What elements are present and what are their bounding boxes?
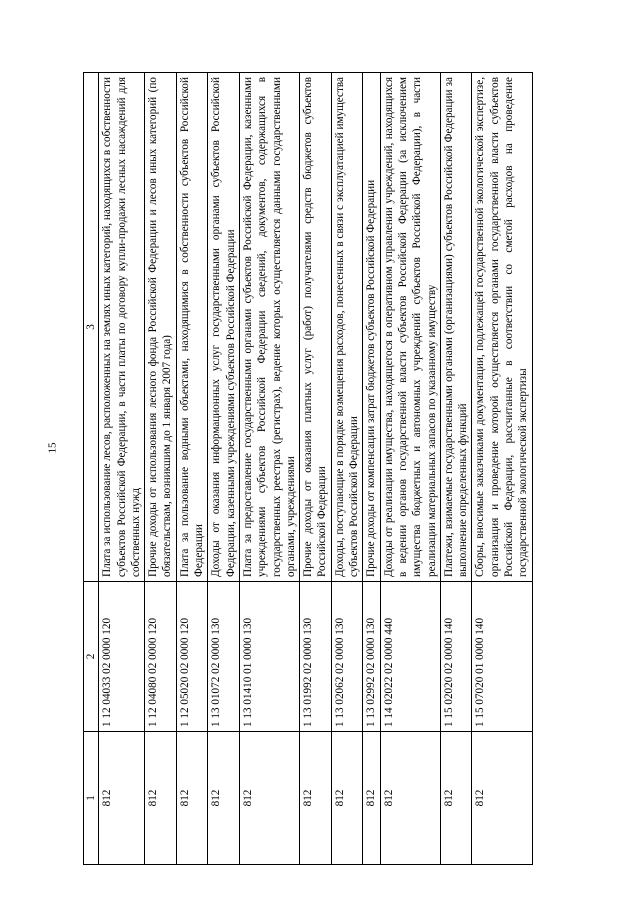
budget-code-cell: 1 13 01072 02 0000 130: [208, 582, 240, 732]
description-cell: Прочие доходы от использования лесного фонда Российской Федерации и лесов иных категорий (по обязательствам, возникшим до 1 января 2007 года): [145, 73, 177, 582]
budget-code-cell: 1 15 02020 02 0000 140: [440, 582, 472, 732]
table-row: [380, 73, 440, 865]
description-cell: Плата за пользование водными объектами, находящимися в собственности субъектов Российской Федерации: [176, 73, 208, 582]
table-row: [300, 73, 332, 865]
admin-code-cell: 812: [331, 732, 363, 865]
table-header-row: [84, 73, 99, 865]
budget-code-cell: 1 12 04033 02 0000 120: [99, 582, 145, 732]
description-cell: Прочие доходы от компенсации затрат бюджетов субъектов Российской Федерации: [363, 73, 380, 582]
page-number: 15: [46, 442, 59, 454]
admin-code-cell: 812: [363, 732, 380, 865]
description-cell: Доходы от реализации имущества, находящегося в оперативном управлении учреждений, находящихся в ведении органов государственной власти субъектов Российской Федерации (за исключением имущества бюджетных и автономных учреждений субъектов Российской Федерации), в части реализации материальных запасов по указанному имуществу: [380, 73, 440, 582]
budget-code-cell: 1 13 02992 02 0000 130: [363, 582, 380, 732]
admin-code-cell: 812: [380, 732, 440, 865]
admin-code-cell: 812: [145, 732, 177, 865]
revenue-codes-table: [83, 72, 533, 865]
table-row: [99, 73, 145, 865]
admin-code-cell: 812: [472, 732, 532, 865]
budget-code-cell: 1 13 01992 02 0000 130: [300, 582, 332, 732]
header-col-1: 1: [84, 732, 99, 865]
budget-code-cell: 1 15 07020 01 0000 140: [472, 582, 532, 732]
table-row: [145, 73, 177, 865]
table-row: [472, 73, 532, 865]
admin-code-cell: 812: [440, 732, 472, 865]
description-cell: Плата за использование лесов, расположенных на землях иных категорий, находящихся в собственности субъектов Российской Федерации, в части платы по договору купли-продажи лесных насаждений для собственных нужд: [99, 73, 145, 582]
description-cell: Сборы, вносимые заказчиками документации, подлежащей государственной экологической экспертизе, организация и проведение которой осуществляется органами государственной власти субъектов Российской Федерации, рассчитанные в соответствии со сметой расходов на проведение государственной экологической экспертизы: [472, 73, 532, 582]
admin-code-cell: 812: [99, 732, 145, 865]
budget-code-cell: 1 14 02022 02 0000 440: [380, 582, 440, 732]
description-cell: Платежи, взимаемые государственными органами (организациями) субъектов Российской Федерации за выполнение определенных функций: [440, 73, 472, 582]
description-cell: Прочие доходы от оказания платных услуг (работ) получателями средств бюджетов субъектов Российской Федерации: [300, 73, 332, 582]
budget-code-cell: 1 13 02062 02 0000 130: [331, 582, 363, 732]
admin-code-cell: 812: [176, 732, 208, 865]
description-cell: Доходы, поступающие в порядке возмещения расходов, понесенных в связи с эксплуатацией имущества субъектов Российской Федерации: [331, 73, 363, 582]
table-row: [239, 73, 299, 865]
table-row: [331, 73, 363, 865]
admin-code-cell: 812: [300, 732, 332, 865]
budget-code-cell: 1 12 04080 02 0000 120: [145, 582, 177, 732]
budget-code-cell: 1 12 05020 02 0000 120: [176, 582, 208, 732]
admin-code-cell: 812: [239, 732, 299, 865]
header-col-2: 2: [84, 582, 99, 732]
rotated-table-area: [83, 73, 563, 865]
admin-code-cell: 812: [208, 732, 240, 865]
table-row: [176, 73, 208, 865]
table-row: [208, 73, 240, 865]
description-cell: Плата за предоставление государственными органами субъектов Российской Федерации, казенными учреждениями субъектов Российской Федерации сведений, документов, содержащихся в государственных реестрах (регистрах), ведение которых осуществляется данными государственными органами, учреждениями: [239, 73, 299, 582]
table-row: [440, 73, 472, 865]
table-row: [363, 73, 380, 865]
header-col-3: 3: [84, 73, 99, 582]
description-cell: Доходы от оказания информационных услуг государственными органами субъектов Российской Федерации, казенными учреждениями субъектов Российской Федерации: [208, 73, 240, 582]
budget-code-cell: 1 13 01410 01 0000 130: [239, 582, 299, 732]
